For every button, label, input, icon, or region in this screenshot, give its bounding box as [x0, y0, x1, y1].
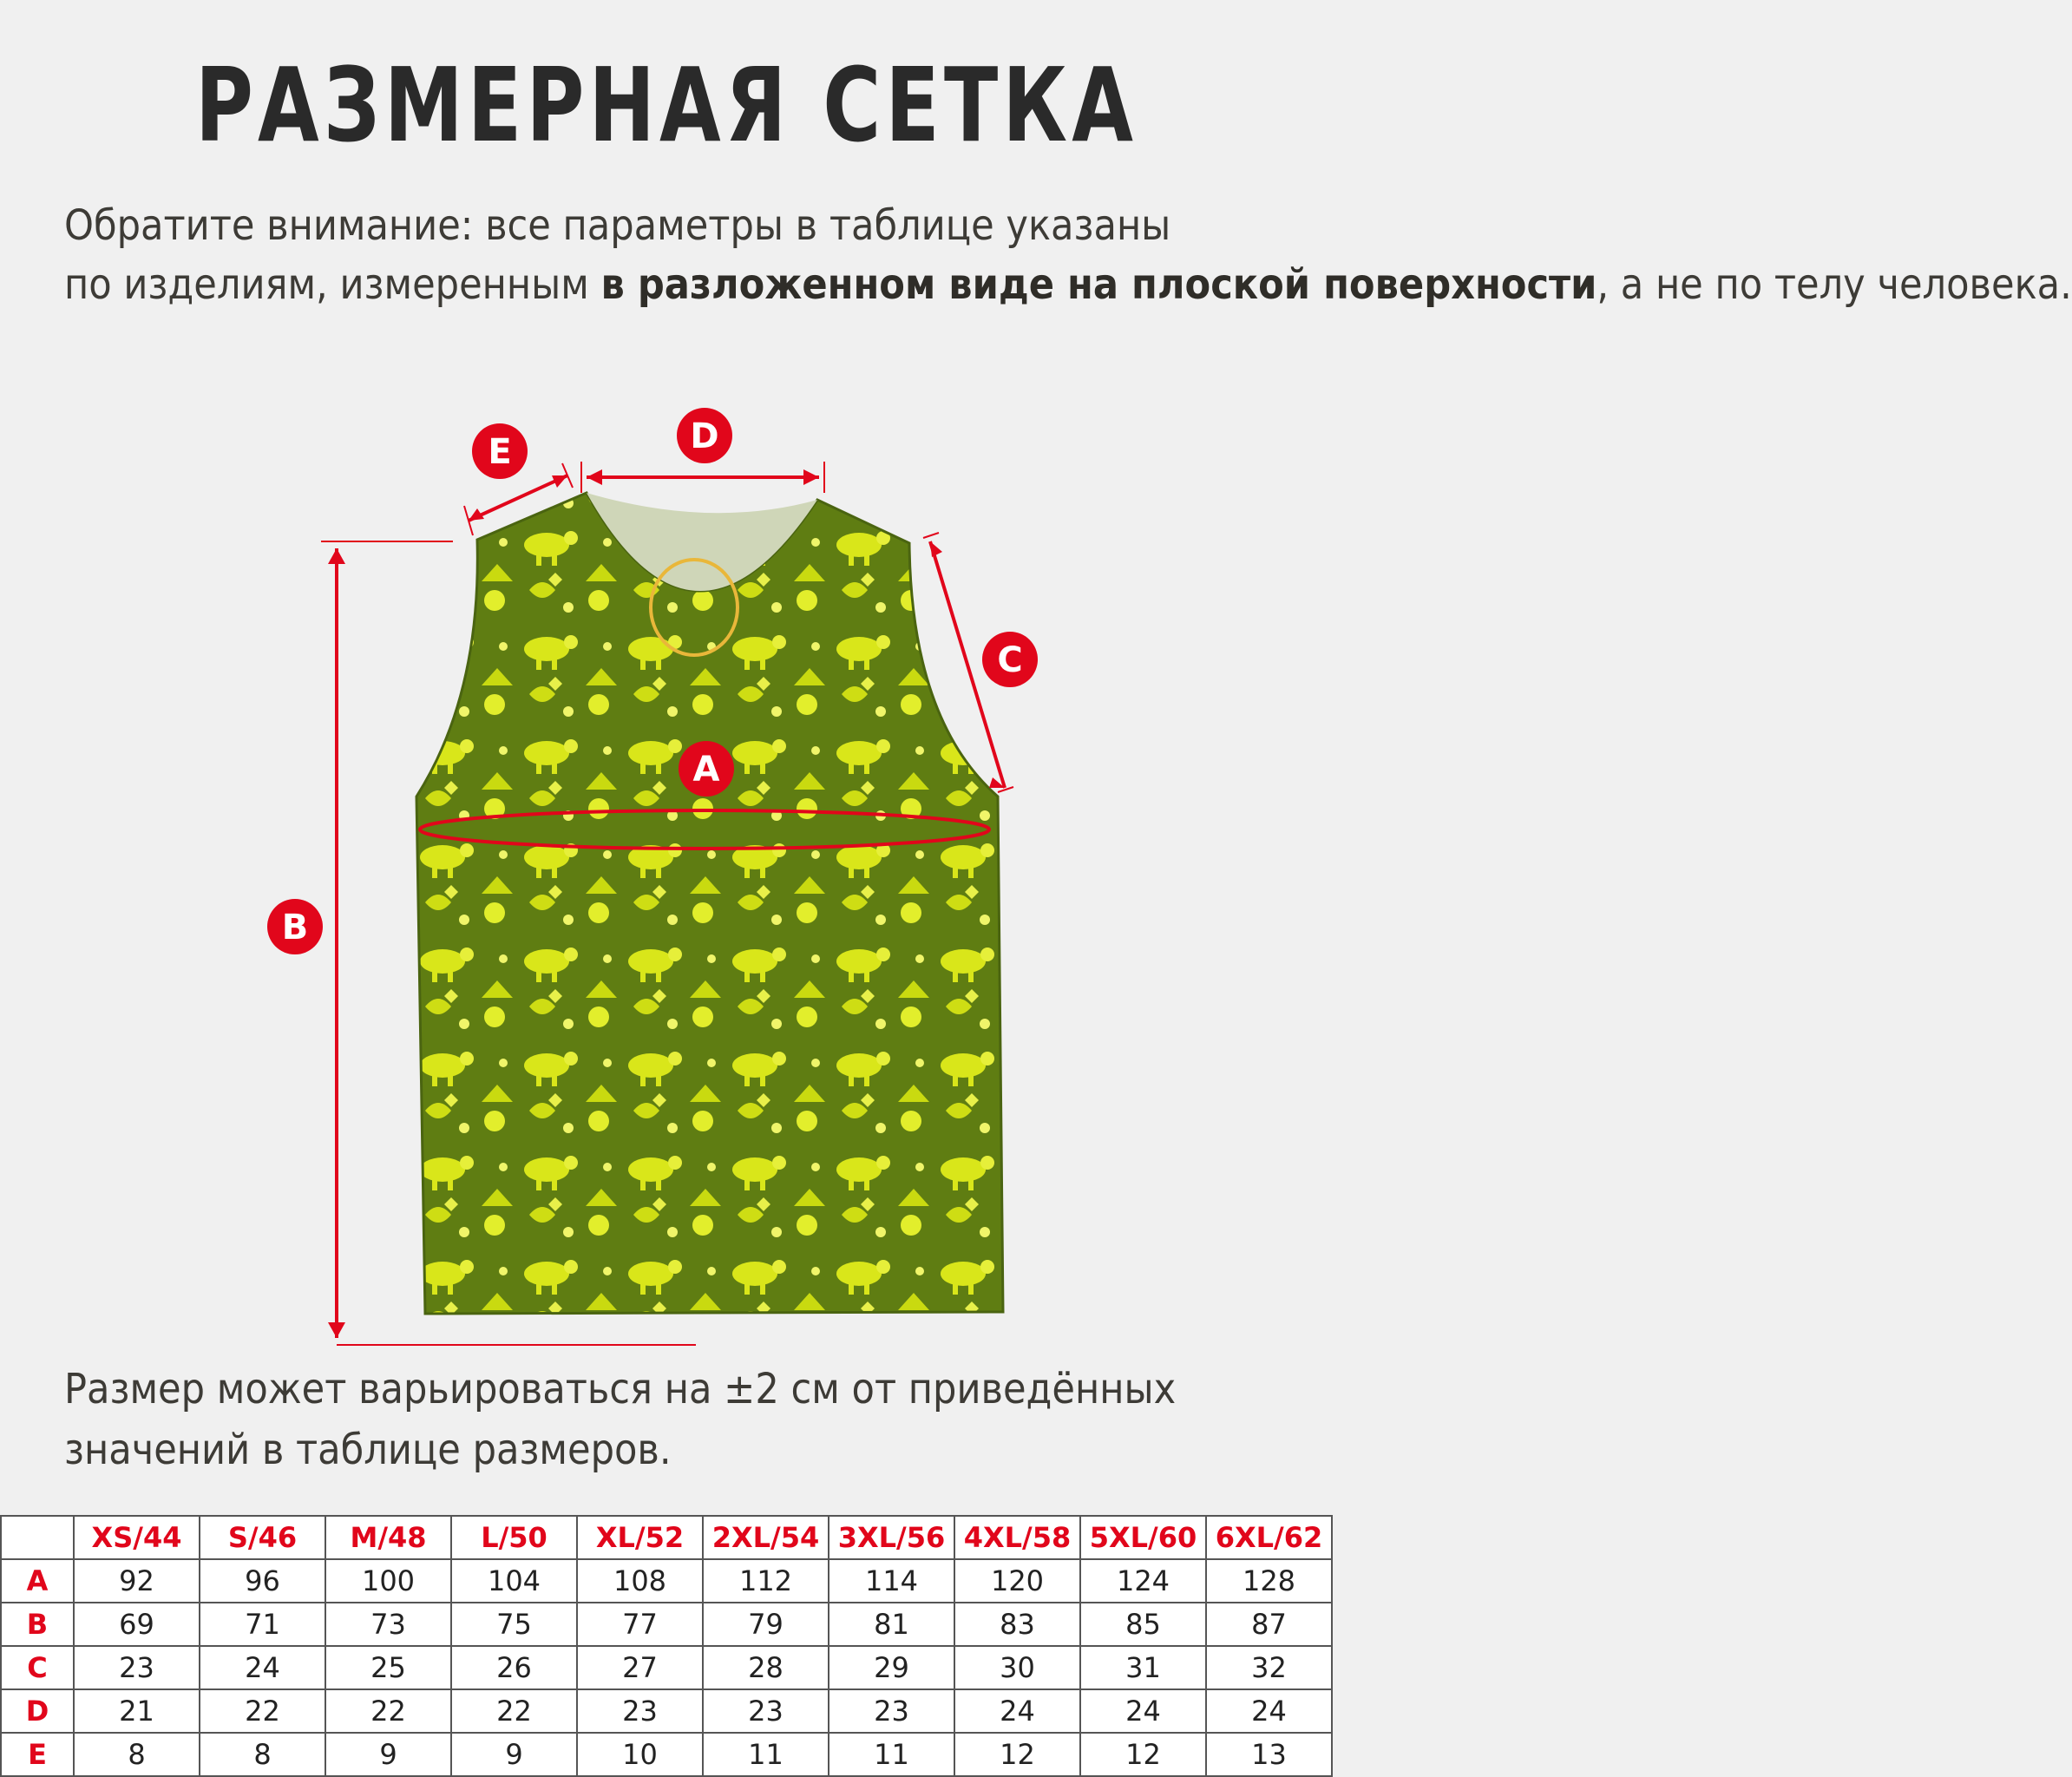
- table-cell: 8: [200, 1733, 325, 1776]
- row-label: E: [1, 1733, 74, 1776]
- size-table: [0, 1515, 1333, 1777]
- table-cell: 25: [325, 1646, 451, 1689]
- table-cell: 12: [954, 1733, 1080, 1776]
- table-cell: 81: [829, 1603, 954, 1646]
- table-cell: 24: [1080, 1689, 1206, 1733]
- table-cell: 12: [1080, 1733, 1206, 1776]
- tolerance-line-2: значений в таблице размеров.: [64, 1426, 672, 1474]
- table-cell: 124: [1080, 1559, 1206, 1603]
- table-row: [1, 1689, 1332, 1733]
- table-cell: 11: [829, 1733, 954, 1776]
- table-cell: 24: [200, 1646, 325, 1689]
- table-cell: 23: [577, 1689, 703, 1733]
- table-cell: 23: [74, 1646, 200, 1689]
- table-cell: 21: [74, 1689, 200, 1733]
- size-header: 3XL/56: [829, 1516, 954, 1559]
- label-D-marker: [677, 408, 732, 463]
- label-D: D: [690, 416, 719, 456]
- label-B: B: [281, 908, 309, 948]
- table-cell: 24: [1206, 1689, 1332, 1733]
- row-label: C: [1, 1646, 74, 1689]
- table-cell: 9: [451, 1733, 577, 1776]
- table-cell: 13: [1206, 1733, 1332, 1776]
- table-corner: [1, 1516, 74, 1559]
- table-cell: 9: [325, 1733, 451, 1776]
- table-row: [1, 1559, 1332, 1603]
- table-cell: 71: [200, 1603, 325, 1646]
- label-A: A: [692, 750, 720, 790]
- table-cell: 77: [577, 1603, 703, 1646]
- table-row: [1, 1603, 1332, 1646]
- label-B-marker: [267, 899, 323, 954]
- tolerance-note: [64, 1359, 1296, 1480]
- row-label: A: [1, 1559, 74, 1603]
- table-cell: 128: [1206, 1559, 1332, 1603]
- tank-top-garment: [416, 493, 1003, 1314]
- table-cell: 24: [954, 1689, 1080, 1733]
- table-cell: 120: [954, 1559, 1080, 1603]
- label-E: E: [488, 432, 512, 472]
- table-cell: 8: [74, 1733, 200, 1776]
- table-cell: 22: [325, 1689, 451, 1733]
- table-cell: 108: [577, 1559, 703, 1603]
- table-cell: 100: [325, 1559, 451, 1603]
- table-cell: 22: [200, 1689, 325, 1733]
- table-cell: 22: [451, 1689, 577, 1733]
- table-cell: 75: [451, 1603, 577, 1646]
- table-cell: 26: [451, 1646, 577, 1689]
- table-cell: 31: [1080, 1646, 1206, 1689]
- table-cell: 87: [1206, 1603, 1332, 1646]
- tank-top-diagram: [0, 0, 1333, 1354]
- label-A-marker: [679, 741, 734, 797]
- size-header: M/48: [325, 1516, 451, 1559]
- table-cell: 114: [829, 1559, 954, 1603]
- table-row: [1, 1733, 1332, 1776]
- size-header: XL/52: [577, 1516, 703, 1559]
- size-header-row: [1, 1516, 1332, 1559]
- label-C-marker: [982, 632, 1038, 687]
- note-line-2: по изделиям, измеренным: [64, 260, 601, 309]
- table-cell: 30: [954, 1646, 1080, 1689]
- label-E-marker: [472, 423, 528, 479]
- note-bold: в разложенном виде на плоской поверхности: [600, 260, 1597, 309]
- table-cell: 32: [1206, 1646, 1332, 1689]
- table-row: [1, 1646, 1332, 1689]
- table-cell: 92: [74, 1559, 200, 1603]
- row-label: B: [1, 1603, 74, 1646]
- table-cell: 69: [74, 1603, 200, 1646]
- size-header: S/46: [200, 1516, 325, 1559]
- note-line-3: , а не по телу человека.: [1597, 260, 2072, 309]
- table-cell: 112: [703, 1559, 829, 1603]
- table-cell: 79: [703, 1603, 829, 1646]
- table-cell: 29: [829, 1646, 954, 1689]
- table-cell: 73: [325, 1603, 451, 1646]
- table-cell: 23: [829, 1689, 954, 1733]
- size-header: 6XL/62: [1206, 1516, 1332, 1559]
- size-header: 4XL/58: [954, 1516, 1080, 1559]
- table-cell: 85: [1080, 1603, 1206, 1646]
- row-label: D: [1, 1689, 74, 1733]
- table-cell: 28: [703, 1646, 829, 1689]
- table-cell: 10: [577, 1733, 703, 1776]
- note-line-1: Обратите внимание: все параметры в таблице указаны: [64, 201, 1171, 250]
- label-C: C: [997, 640, 1023, 680]
- table-cell: 83: [954, 1603, 1080, 1646]
- tolerance-line-1: Размер может варьироваться на ±2 см от приведённых: [64, 1365, 1177, 1413]
- table-cell: 96: [200, 1559, 325, 1603]
- size-header: 5XL/60: [1080, 1516, 1206, 1559]
- page-title: РАЗМЕРНАЯ СЕТКА: [194, 45, 1138, 165]
- table-cell: 23: [703, 1689, 829, 1733]
- size-header: XS/44: [74, 1516, 200, 1559]
- size-header: L/50: [451, 1516, 577, 1559]
- table-cell: 104: [451, 1559, 577, 1603]
- table-cell: 11: [703, 1733, 829, 1776]
- size-header: 2XL/54: [703, 1516, 829, 1559]
- table-cell: 27: [577, 1646, 703, 1689]
